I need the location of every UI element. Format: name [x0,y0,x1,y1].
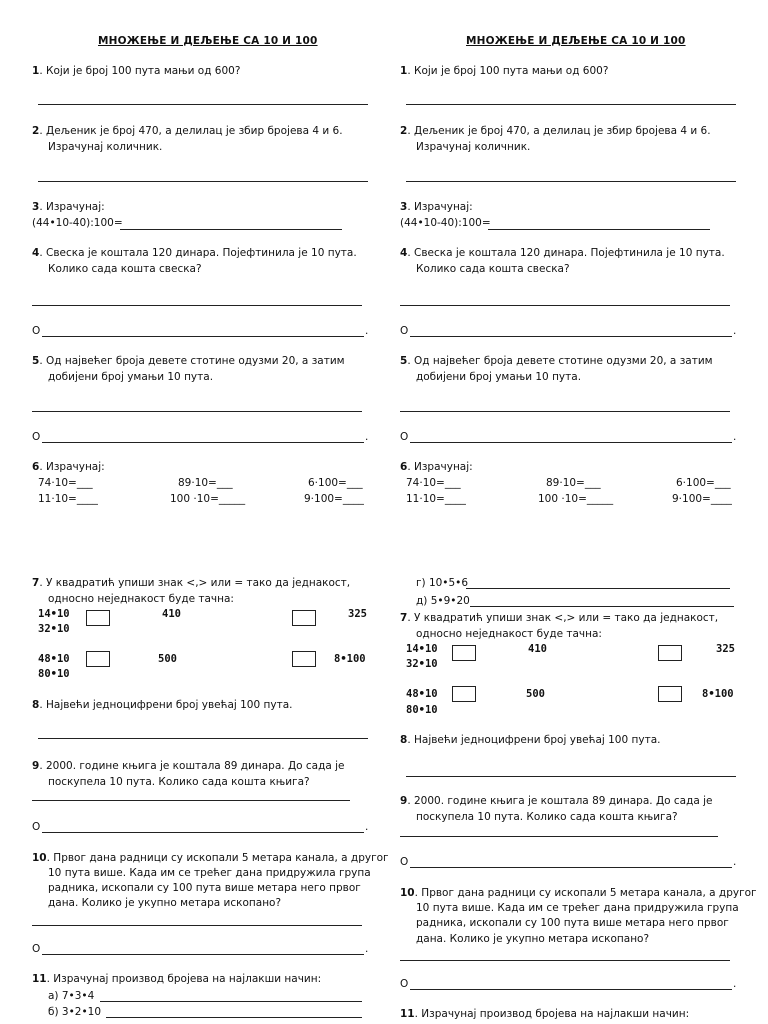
question-text: . Од највећег броја девете стотине одузми 20, а затим [39,355,345,367]
answer-prefix: О [32,821,41,833]
comparison-value: 325 [348,608,367,620]
worksheet-title: МНОЖЕЊЕ И ДЕЉЕЊЕ СА 10 И 100 [466,35,686,47]
question-text: Колико сада кошта свеска? [416,263,570,275]
expression: (44•10-40):100= [32,217,123,229]
question-number: 1 [400,65,408,77]
line-end-dot: . [365,431,369,443]
answer-box[interactable] [292,651,316,667]
question-text: . У квадратић упиши знак <,> или = тако да једнакост, [407,612,719,624]
question-11 [32,972,321,986]
answer-box[interactable] [292,610,316,626]
question-text: . У квадратић упиши знак <,> или = тако да једнакост, [39,577,351,589]
question-text: . Израчунај: [407,201,473,213]
answer-line[interactable] [410,989,732,990]
question-7 [400,611,718,625]
question-text: . Дељеник је број 470, а делилац је збир бројева 4 и 6. [407,125,711,137]
question-number: 8 [32,699,40,711]
worksheet-title: МНОЖЕЊЕ И ДЕЉЕЊЕ СА 10 И 100 [98,35,318,47]
answer-line[interactable] [410,336,732,337]
question-2 [32,124,343,138]
answer-line[interactable] [42,832,364,833]
comparison-value: 80•10 [406,704,438,716]
comparison-value: 48•10 [406,688,438,700]
question-text: радника, ископали су 100 пута више метара него првог [416,917,729,929]
line-end-dot: . [733,431,737,443]
answer-line[interactable] [120,229,342,230]
comparison-value: 14•10 [38,608,70,620]
question-10 [32,851,389,865]
question-text: 10 пута више. Када им се трећег дана придружила група [48,867,371,879]
question-number: 3 [32,201,40,213]
question-text: . Израчунај: [39,461,105,473]
question-number: 11 [400,1008,415,1020]
question-3 [400,200,473,214]
question-number: 3 [400,201,408,213]
product-item: а) 7•3•4 [48,990,95,1002]
question-number: 10 [400,887,415,899]
answer-line[interactable] [42,336,364,337]
question-text: Израчунај количник. [48,141,163,153]
question-text: Израчунај количник. [416,141,531,153]
question-number: 7 [400,612,408,624]
question-7 [32,576,350,590]
question-11 [400,1007,689,1021]
question-10 [400,886,757,900]
question-9 [32,759,345,773]
question-text: односно неједнакост буде тачна: [416,628,602,640]
question-2 [400,124,711,138]
answer-prefix: О [32,943,41,955]
answer-line[interactable] [466,588,730,589]
question-text: дана. Колико је укупно метара ископано? [416,933,650,945]
question-text: добијени број умањи 10 пута. [48,371,214,383]
question-number: 5 [400,355,408,367]
question-text: . Израчунај: [39,201,105,213]
question-6 [32,460,105,474]
question-number: 6 [32,461,40,473]
answer-line[interactable] [42,442,364,443]
work-line[interactable] [400,960,730,961]
answer-line[interactable] [470,606,734,607]
worksheet-left-column [32,0,389,1024]
answer-line[interactable] [38,738,368,739]
question-text: . Свеска је коштала 120 динара. Појефтинила је 10 пута. [39,247,357,259]
question-number: 6 [400,461,408,473]
answer-line[interactable] [410,867,732,868]
answer-line[interactable] [38,181,368,182]
answer-prefix: О [32,325,41,337]
calc-item: 74·10=___ [406,477,461,489]
comparison-value: 8•100 [702,688,734,700]
question-text: радника, ископали су 100 пута више метара него првог [48,882,361,894]
line-end-dot: . [365,325,369,337]
question-text: . Првог дана радници су ископали 5 метара канала, а другог [414,887,757,899]
question-text: . Дељеник је број 470, а делилац је збир бројева 4 и 6. [39,125,343,137]
calc-item: 100 ·10=_____ [538,493,614,505]
question-8 [32,698,292,712]
question-text: поскупела 10 пута. Колико сада кошта књига? [416,811,678,823]
question-1 [32,64,240,78]
question-number: 9 [400,795,408,807]
question-8 [400,733,660,747]
answer-line[interactable] [406,776,736,777]
question-6 [400,460,473,474]
question-number: 2 [400,125,408,137]
comparison-value: 500 [158,653,177,665]
question-number: 4 [32,247,40,259]
question-4 [400,246,725,260]
work-line[interactable] [32,800,350,801]
work-line[interactable] [400,411,730,412]
calc-item: 100 ·10=_____ [170,493,246,505]
product-item: д) 5•9•20 [416,595,470,607]
product-item: б) 3•2•10 [48,1006,102,1018]
question-text: . 2000. године књига је коштала 89 динара. До сада је [407,795,713,807]
calc-item: 89·10=___ [546,477,601,489]
question-number: 9 [32,760,40,772]
question-text: . Израчунај: [407,461,473,473]
answer-prefix: О [400,856,409,868]
question-text: . Од највећег броја девете стотине одузми 20, а затим [407,355,713,367]
answer-prefix: О [32,431,41,443]
line-end-dot: . [733,856,737,868]
question-text: поскупела 10 пута. Колико сада кошта књига? [48,776,310,788]
comparison-value: 410 [528,643,547,655]
calc-item: 9·100=____ [304,493,364,505]
line-end-dot: . [365,943,369,955]
comparison-value: 32•10 [38,623,70,635]
comparison-value: 325 [716,643,735,655]
question-4 [32,246,357,260]
calc-item: 6·100=___ [676,477,731,489]
calc-item: 74·10=___ [38,477,93,489]
answer-box[interactable] [658,686,682,702]
answer-box[interactable] [452,645,476,661]
question-9 [400,794,713,808]
question-text: Колико сада кошта свеска? [48,263,202,275]
answer-line[interactable] [42,954,364,955]
answer-line[interactable] [100,1001,362,1002]
line-end-dot: . [733,978,737,990]
comparison-value: 32•10 [406,658,438,670]
calc-item: 89·10=___ [178,477,233,489]
comparison-value: 410 [162,608,181,620]
question-text: . Израчунај производ бројева на најлакши начин: [414,1008,690,1020]
calc-item: 11·10=____ [38,493,98,505]
calc-item: 6·100=___ [308,477,363,489]
calc-item: 9·100=____ [672,493,732,505]
answer-prefix: О [400,978,409,990]
answer-prefix: О [400,431,409,443]
worksheet-right-column [400,0,757,1024]
answer-line[interactable] [406,104,736,105]
line-end-dot: . [365,821,369,833]
comparison-value: 8•100 [334,653,366,665]
answer-line[interactable] [406,181,736,182]
comparison-value: 80•10 [38,668,70,680]
question-text: односно неједнакост буде тачна: [48,593,234,605]
question-number: 5 [32,355,40,367]
answer-line[interactable] [488,229,710,230]
question-number: 2 [32,125,40,137]
question-text: . Највећи једноцифрени број увећај 100 пута. [407,734,661,746]
question-text: . 2000. године књига је коштала 89 динара. До сада је [39,760,345,772]
answer-line[interactable] [106,1017,362,1018]
question-1 [400,64,608,78]
question-text: добијени број умањи 10 пута. [416,371,582,383]
question-5 [32,354,345,368]
answer-prefix: О [400,325,409,337]
work-line[interactable] [32,925,362,926]
work-line[interactable] [400,836,718,837]
comparison-value: 48•10 [38,653,70,665]
question-text: . Који је број 100 пута мањи од 600? [407,65,609,77]
question-text: дана. Колико је укупно метара ископано? [48,897,282,909]
answer-box[interactable] [86,610,110,626]
answer-line[interactable] [410,442,732,443]
work-line[interactable] [32,305,362,306]
question-number: 10 [32,852,47,864]
question-number: 1 [32,65,40,77]
answer-box[interactable] [452,686,476,702]
expression: (44•10-40):100= [400,217,491,229]
question-number: 7 [32,577,40,589]
question-number: 8 [400,734,408,746]
product-item: г) 10•5•6 [416,577,469,589]
answer-line[interactable] [38,104,368,105]
question-3 [32,200,105,214]
answer-box[interactable] [86,651,110,667]
calc-item: 11·10=____ [406,493,466,505]
question-5 [400,354,713,368]
question-text: . Првог дана радници су ископали 5 метара канала, а другог [46,852,389,864]
question-number: 4 [400,247,408,259]
comparison-value: 500 [526,688,545,700]
question-text: 10 пута више. Када им се трећег дана придружила група [416,902,739,914]
work-line[interactable] [400,305,730,306]
question-text: . Који је број 100 пута мањи од 600? [39,65,241,77]
question-text: . Највећи једноцифрени број увећај 100 пута. [39,699,293,711]
comparison-value: 14•10 [406,643,438,655]
question-text: . Израчунај производ бројева на најлакши начин: [46,973,322,985]
line-end-dot: . [733,325,737,337]
question-text: . Свеска је коштала 120 динара. Појефтинила је 10 пута. [407,247,725,259]
work-line[interactable] [32,411,362,412]
question-number: 11 [32,973,47,985]
answer-box[interactable] [658,645,682,661]
